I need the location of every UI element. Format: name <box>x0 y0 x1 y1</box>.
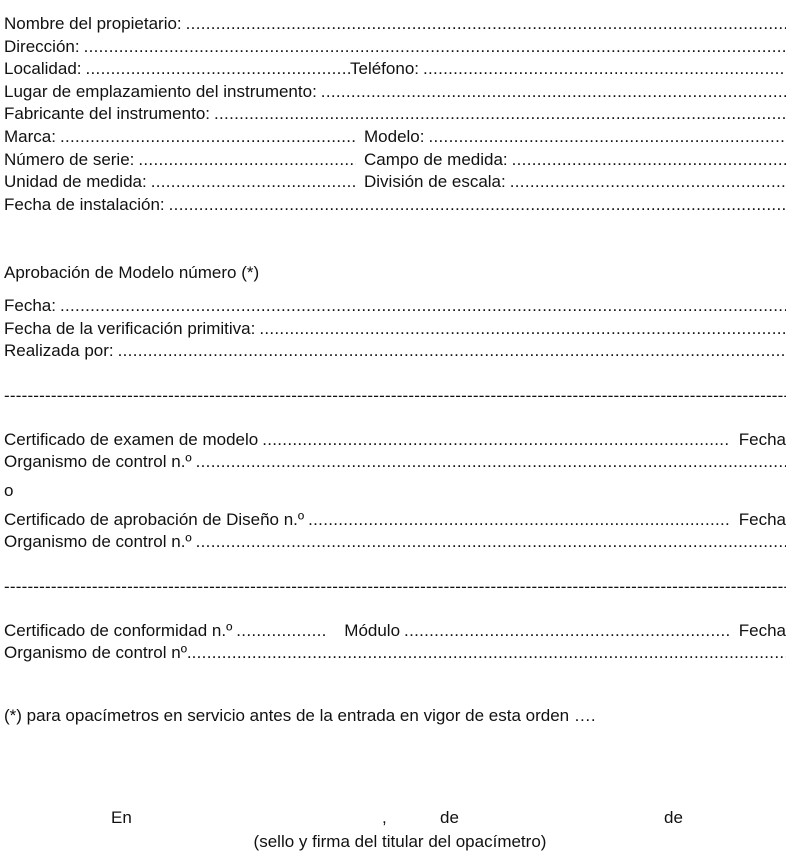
conformity-row <box>4 621 786 644</box>
design-org-label: Organismo de control n.º <box>4 532 192 552</box>
scale-label: División de escala: <box>364 172 506 192</box>
conformity-date-label: Fecha <box>738 620 786 640</box>
spacer <box>4 408 786 430</box>
spacer <box>4 286 786 296</box>
location-row <box>4 82 786 105</box>
performed-by-field[interactable] <box>118 341 786 361</box>
spacer <box>4 666 786 706</box>
range-label: Campo de medida: <box>364 149 508 169</box>
signature-de-1: de <box>440 808 459 827</box>
brand-field[interactable] <box>60 127 356 147</box>
approval-heading: Aprobación de Modelo número (*) <box>4 263 260 283</box>
model-exam-field[interactable] <box>262 430 729 450</box>
unit-scale-row <box>4 172 786 195</box>
locality-field[interactable] <box>86 59 350 79</box>
conformity-org-row <box>4 643 786 666</box>
address-label: Dirección: <box>4 36 80 56</box>
manufacturer-field[interactable] <box>214 104 786 124</box>
install-date-field[interactable] <box>169 195 786 215</box>
manufacturer-label: Fabricante del instrumento: <box>4 104 210 124</box>
model-field[interactable] <box>428 127 786 147</box>
performed-by-label: Realizada por: <box>4 341 114 361</box>
model-exam-org-field[interactable] <box>196 452 786 472</box>
design-org-row <box>4 532 786 555</box>
form <box>4 14 786 728</box>
divider <box>4 386 786 408</box>
install-date-label: Fecha de instalación: <box>4 194 165 214</box>
primitive-date-label: Fecha de la verificación primitiva: <box>4 318 256 338</box>
signature-de-2: de <box>664 808 683 827</box>
range-group <box>364 150 786 170</box>
design-date-label: Fecha <box>738 509 786 529</box>
primitive-date-row <box>4 319 786 342</box>
phone-label: Teléfono: <box>350 59 419 79</box>
address-row <box>4 37 786 60</box>
approval-date-field[interactable] <box>60 296 786 316</box>
unit-field[interactable] <box>151 172 356 192</box>
serial-field[interactable] <box>138 150 356 170</box>
serial-range-row <box>4 150 786 173</box>
scale-group <box>364 172 786 192</box>
model-exam-label: Certificado de examen de modelo <box>4 429 259 449</box>
location-label: Lugar de emplazamiento del instrumento: <box>4 81 317 101</box>
owner-name-label: Nombre del propietario: <box>4 14 182 33</box>
spacer <box>4 555 786 577</box>
spacer <box>4 364 786 386</box>
location-field[interactable] <box>321 82 786 102</box>
phone-group <box>350 59 786 79</box>
spacer <box>4 599 786 621</box>
conformity-label: Certificado de conformidad n.º <box>4 620 233 640</box>
footnote: (*) para opacímetros en servicio antes de la entrada en vigor de esta orden …. <box>4 705 596 725</box>
spacer <box>4 217 786 263</box>
owner-name-field[interactable] <box>186 14 786 34</box>
scale-field[interactable] <box>510 172 786 192</box>
locality-label: Localidad: <box>4 59 82 79</box>
brand-group <box>4 127 356 147</box>
conformity-field[interactable] <box>236 621 326 641</box>
approval-date-label: Fecha: <box>4 295 56 315</box>
approval-date-row <box>4 296 786 319</box>
unit-label: Unidad de medida: <box>4 172 147 192</box>
model-exam-date-label: Fecha <box>738 429 786 449</box>
model-exam-org-label: Organismo de control n.º <box>4 452 192 472</box>
locality-phone-row <box>4 59 786 82</box>
performed-by-row <box>4 341 786 364</box>
brand-model-row <box>4 127 786 150</box>
unit-group <box>4 172 356 192</box>
range-field[interactable] <box>512 150 786 170</box>
manufacturer-row <box>4 104 786 127</box>
model-label: Modelo: <box>364 126 425 146</box>
module-field[interactable] <box>404 621 729 641</box>
design-certificate-row <box>4 510 786 533</box>
conformity-org-field[interactable] <box>192 643 786 663</box>
model-group <box>364 127 786 147</box>
model-exam-org-row <box>4 452 786 475</box>
signature-en: En <box>111 808 132 827</box>
serial-label: Número de serie: <box>4 149 135 169</box>
module-label: Módulo <box>344 620 401 640</box>
design-certificate-field[interactable] <box>308 510 729 530</box>
phone-field[interactable] <box>423 59 786 79</box>
brand-label: Marca: <box>4 126 56 146</box>
signature-seal: (sello y firma del titular del opacímetro) <box>253 832 547 851</box>
owner-name-row <box>4 14 786 37</box>
address-field[interactable] <box>84 37 786 57</box>
model-exam-row <box>4 430 786 453</box>
primitive-date-field[interactable] <box>259 319 786 339</box>
design-certificate-label: Certificado de aprobación de Diseño n.º <box>4 509 305 529</box>
conformity-org-label: Organismo de control nº. <box>4 643 192 663</box>
or-label: o <box>4 480 14 500</box>
design-org-field[interactable] <box>196 532 786 552</box>
install-date-row <box>4 195 786 218</box>
signature-comma: , <box>382 808 387 827</box>
locality-group <box>4 59 350 79</box>
divider <box>4 577 786 599</box>
serial-group <box>4 150 356 170</box>
